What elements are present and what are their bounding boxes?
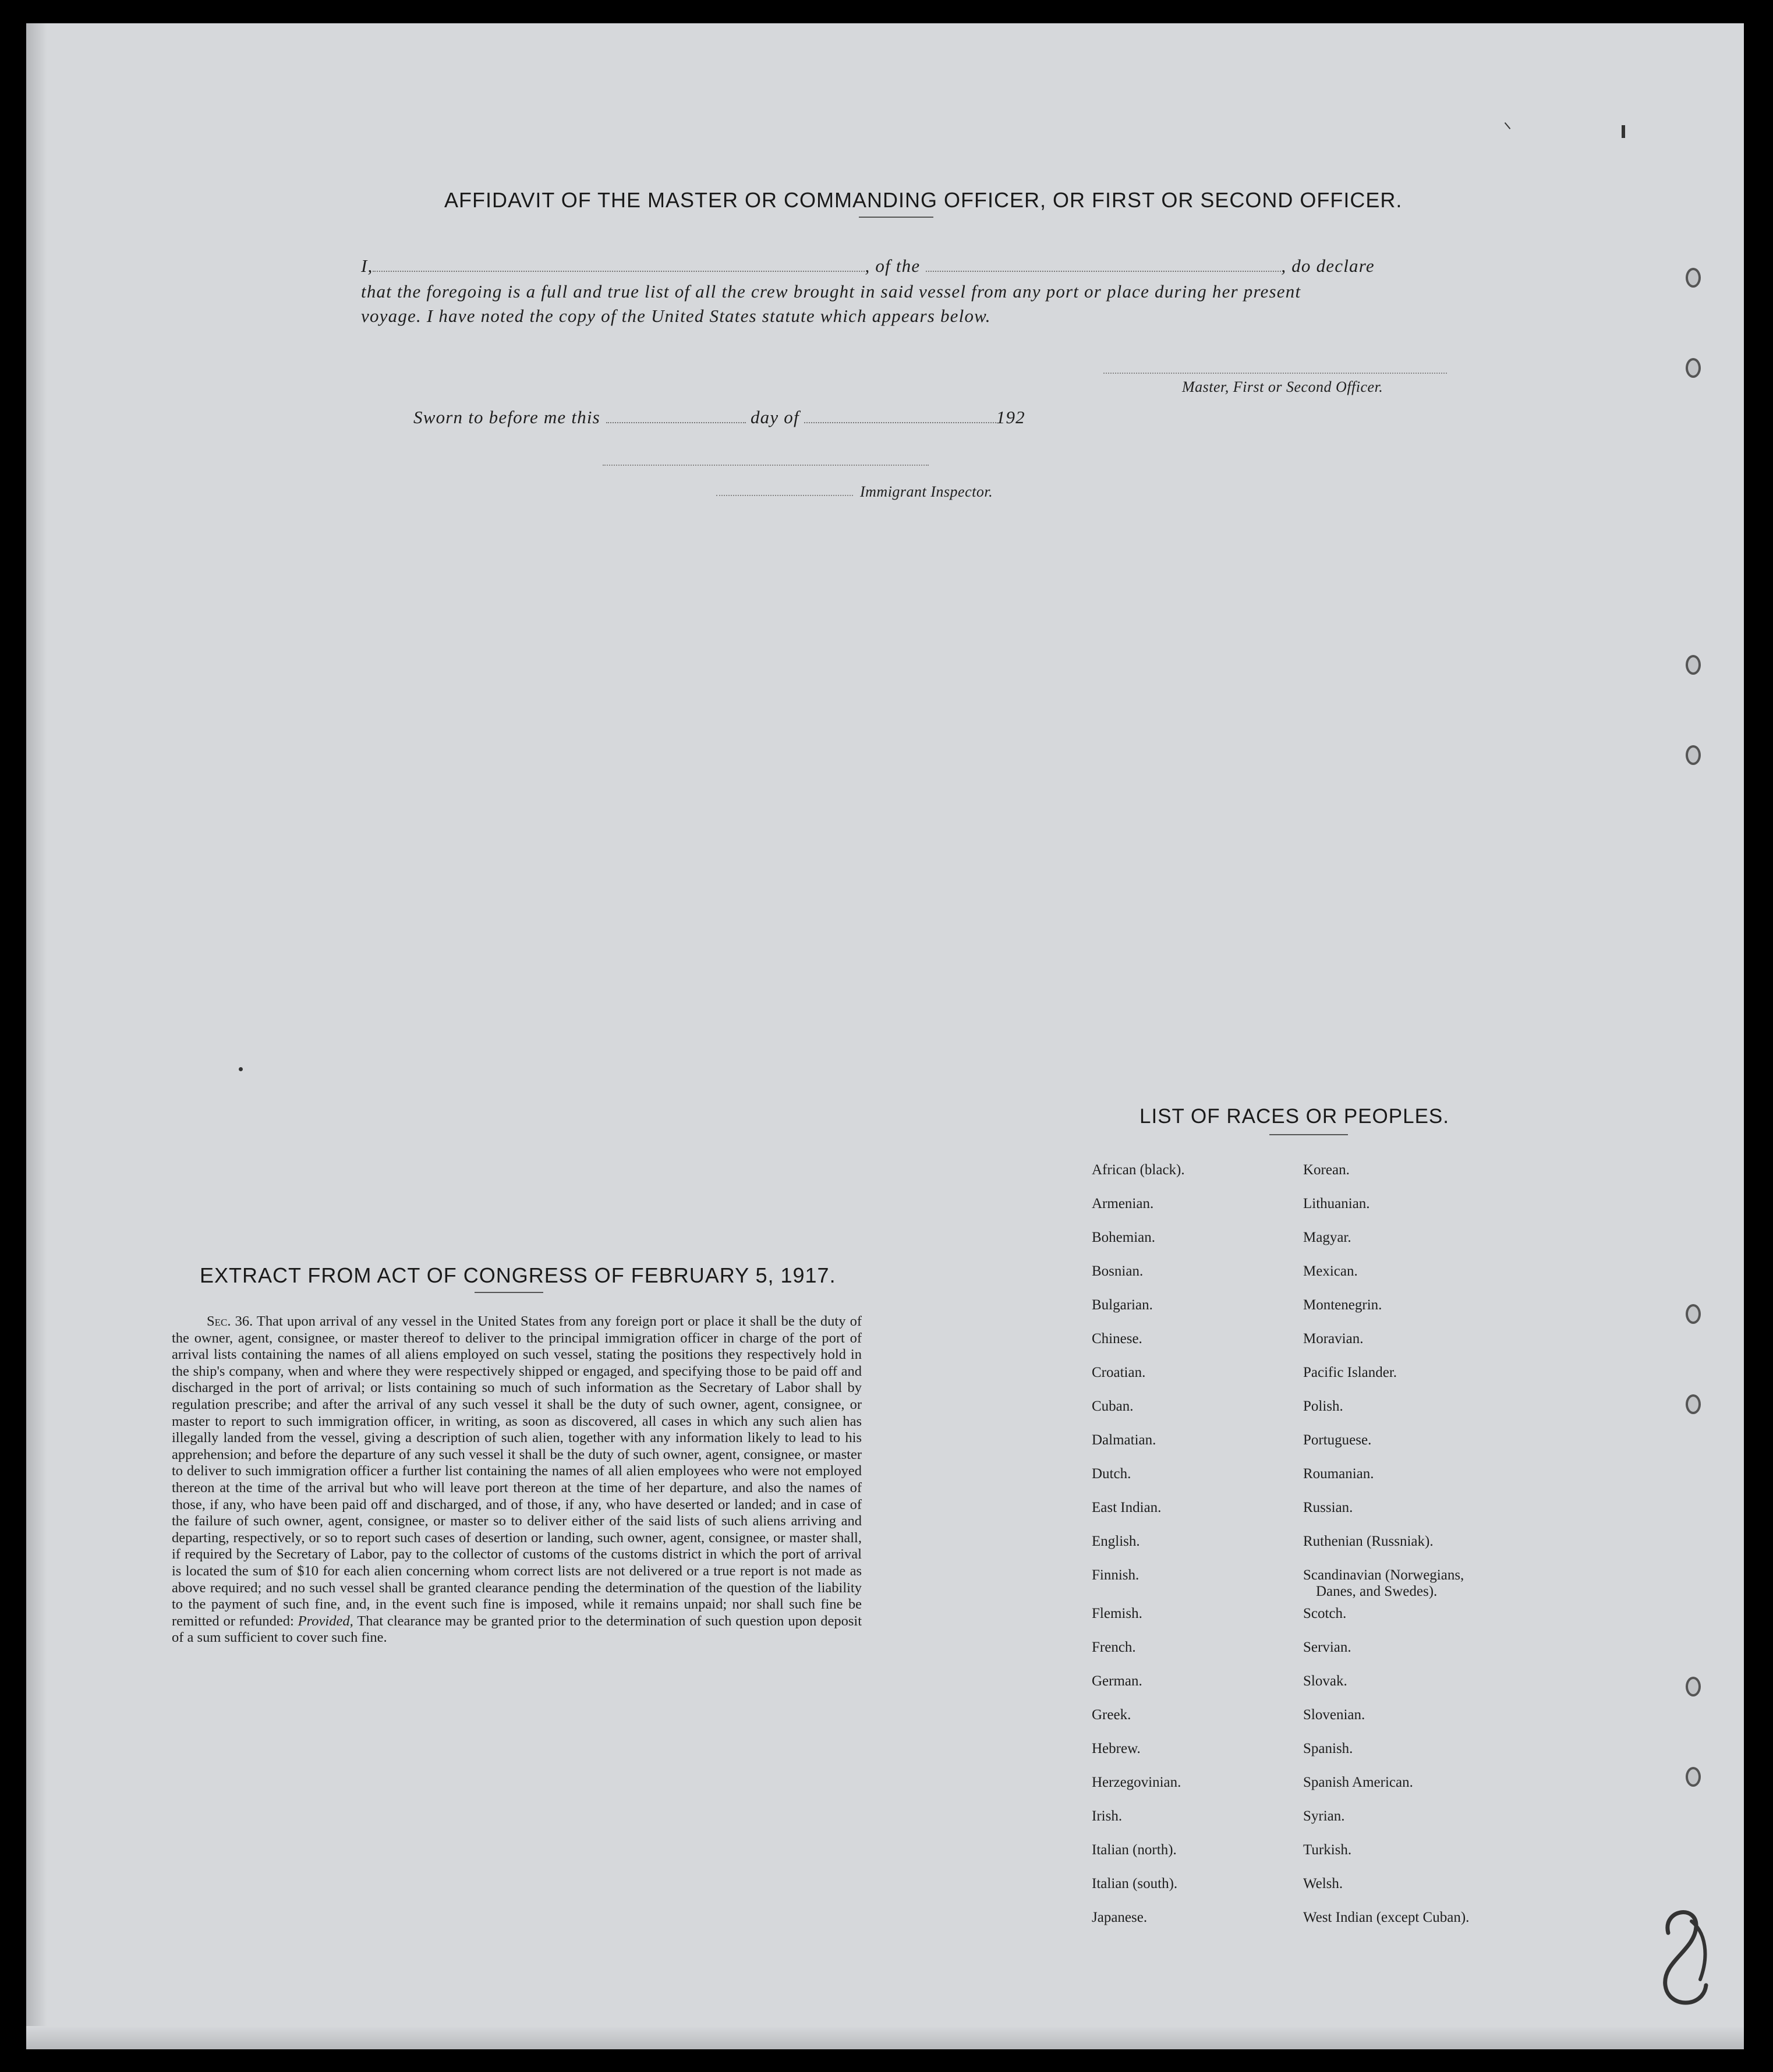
- extract-heading: EXTRACT FROM ACT OF CONGRESS OF FEBRUARY 5, 1917.: [200, 1263, 836, 1287]
- handwritten-mark-icon: [1651, 1898, 1721, 2014]
- race-item: Moravian.: [1303, 1331, 1364, 1347]
- race-item: African (black).: [1092, 1162, 1185, 1178]
- race-item: Welsh.: [1303, 1876, 1343, 1892]
- race-item: Croatian.: [1092, 1365, 1146, 1380]
- affidavit-line-1: [361, 253, 1485, 279]
- race-item: Japanese.: [1092, 1910, 1148, 1925]
- race-item: East Indian.: [1092, 1500, 1162, 1515]
- document-page: [26, 23, 1744, 2049]
- vessel-name-field[interactable]: [926, 253, 1281, 272]
- race-item: Slovak.: [1303, 1673, 1347, 1689]
- race-item: Pacific Islander.: [1303, 1365, 1397, 1380]
- binder-hole-icon: [1686, 1767, 1701, 1787]
- race-item: Finnish.: [1092, 1567, 1139, 1583]
- race-item: Spanish American.: [1303, 1775, 1413, 1790]
- affidavit-pronoun: I,: [361, 256, 373, 276]
- section-label: Sec. 36.: [207, 1313, 253, 1329]
- race-item: Portuguese.: [1303, 1432, 1372, 1448]
- binder-hole-icon: [1686, 1394, 1701, 1414]
- race-item: Bulgarian.: [1092, 1297, 1153, 1313]
- master-signature-label: Master, First or Second Officer.: [1182, 378, 1383, 395]
- race-item: Greek.: [1092, 1707, 1131, 1723]
- inspector-signature-line-2[interactable]: [716, 495, 853, 496]
- sworn-line: [413, 405, 1537, 430]
- sworn-month-field[interactable]: [804, 405, 996, 423]
- race-item: German.: [1092, 1673, 1142, 1689]
- provided-word: Provided,: [298, 1613, 353, 1629]
- race-item: Bohemian.: [1092, 1230, 1156, 1245]
- race-item: Turkish.: [1303, 1842, 1352, 1858]
- officer-name-field[interactable]: [373, 253, 865, 272]
- race-item: Irish.: [1092, 1808, 1123, 1824]
- race-item: Cuban.: [1092, 1398, 1134, 1414]
- races-heading: LIST OF RACES OR PEOPLES.: [1139, 1105, 1450, 1128]
- race-item: Italian (south).: [1092, 1876, 1178, 1892]
- race-item: Roumanian.: [1303, 1466, 1374, 1482]
- race-item: Dutch.: [1092, 1466, 1131, 1482]
- races-heading-rule: [1269, 1134, 1348, 1135]
- race-item: Chinese.: [1092, 1331, 1142, 1347]
- binder-hole-icon: [1686, 268, 1701, 288]
- race-item: Russian.: [1303, 1500, 1353, 1515]
- affidavit-line-2: that the foregoing is a full and true list of all the crew brought in said vessel from any port or place during her present: [361, 281, 1301, 302]
- race-item: English.: [1092, 1533, 1140, 1549]
- sworn-day-field[interactable]: [606, 405, 746, 423]
- race-item: Spanish.: [1303, 1741, 1353, 1756]
- race-item: Danes, and Swedes).: [1316, 1584, 1438, 1599]
- race-item: Armenian.: [1092, 1196, 1154, 1212]
- race-item: Servian.: [1303, 1639, 1351, 1655]
- binder-hole-icon: [1686, 1677, 1701, 1696]
- race-item: Hebrew.: [1092, 1741, 1141, 1756]
- affidavit-declare: , do declare: [1281, 256, 1375, 276]
- race-item: Dalmatian.: [1092, 1432, 1156, 1448]
- race-item: Ruthenian (Russniak).: [1303, 1533, 1434, 1549]
- section-text-part1: That upon arrival of any vessel in the United States from any foreign port or place it shall be the duty of the owner, agent, consignee, or master thereof to deliver to the principal immigration officer in charge of the port of arrival lists containing the names of all aliens employed on such vessel, stating the positions they respectively hold in the ship's company, when and where they were respectively shipped or engaged, and specifying those to be paid off and discharged in the port of arrival; or lists containing so much of such information as the Secretary of Labor shall by regulation prescribe; and after the arrival of any such vessel it shall be the duty of such owner, agent, consignee, or master to report to such immigration officer, in writing, as soon as discovered, all cases in which any such alien has illegally landed from the vessel, giving a description of such alien, together with any information likely to lead to his apprehension; and before the departure of any such vessel it shall be the duty of such owner, agent, consignee, or master to deliver to such immigration officer a further list containing the names of all alien employees who were not employed thereon at the time of the arrival but who will leave port thereon at the time of her departure, and also the names of those, if any, who have been paid off and discharged, and of those, if any, who have deserted or landed; and in case of the failure of such owner, agent, consignee, or master so to deliver either of the said lists of such aliens arriving and departing, respectively, or so to report such cases of desertion or landing, such owner, agent, consignee, or master shall, if required by the Secretary of Labor, pay to the collector of customs of the customs district in which the port of arrival is located the sum of $10 for each alien concerning whom correct lists are not delivered or a true report is not made as above required; and no such vessel shall be granted clearance pending the determination of the question of the liability to the payment of such fine, and, in the event such fine is imposed, while it remains unpaid; nor shall such fine be remitted or refunded:: [172, 1313, 862, 1629]
- race-item: Syrian.: [1303, 1808, 1345, 1824]
- race-item: Bosnian.: [1092, 1263, 1144, 1279]
- ink-speck: [239, 1067, 243, 1071]
- race-item: Slovenian.: [1303, 1707, 1365, 1723]
- ink-speck: [1622, 125, 1625, 138]
- inspector-signature-line-1[interactable]: [603, 465, 929, 466]
- race-item: Scandinavian (Norwegians,: [1303, 1567, 1464, 1583]
- race-item: Magyar.: [1303, 1230, 1351, 1245]
- sworn-text: Sworn to before me this: [413, 407, 600, 427]
- race-item: Scotch.: [1303, 1606, 1347, 1621]
- race-item: Italian (north).: [1092, 1842, 1177, 1858]
- binder-hole-icon: [1686, 358, 1701, 378]
- binder-hole-icon: [1686, 655, 1701, 675]
- ink-speck: [1505, 122, 1511, 129]
- race-item: French.: [1092, 1639, 1136, 1655]
- race-item: Herzegovinian.: [1092, 1775, 1181, 1790]
- extract-section-36: [172, 1313, 862, 1646]
- race-item: West Indian (except Cuban).: [1303, 1910, 1470, 1925]
- master-signature-line[interactable]: [1103, 373, 1447, 374]
- race-item: Flemish.: [1092, 1606, 1142, 1621]
- extract-heading-rule: [475, 1292, 543, 1293]
- affidavit-of-the: , of the: [865, 256, 921, 276]
- affidavit-heading-rule: [859, 217, 933, 218]
- race-item: Korean.: [1303, 1162, 1350, 1178]
- race-item: Polish.: [1303, 1398, 1343, 1414]
- section-text-part2: That clearance may be granted prior to the determination of such question upon deposit of a sum sufficient to cover such fine.: [172, 1613, 862, 1646]
- race-item: Mexican.: [1303, 1263, 1358, 1279]
- binder-hole-icon: [1686, 745, 1701, 765]
- affidavit-line-3: voyage. I have noted the copy of the United States statute which appears below.: [361, 306, 991, 326]
- inspector-label: Immigrant Inspector.: [860, 483, 993, 500]
- sworn-day-of: day of: [750, 407, 799, 427]
- affidavit-heading: AFFIDAVIT OF THE MASTER OR COMMANDING OFFICER, OR FIRST OR SECOND OFFICER.: [444, 188, 1403, 212]
- binder-hole-icon: [1686, 1304, 1701, 1324]
- race-item: Montenegrin.: [1303, 1297, 1382, 1313]
- race-item: Lithuanian.: [1303, 1196, 1370, 1212]
- sworn-year-prefix: 192: [996, 407, 1025, 427]
